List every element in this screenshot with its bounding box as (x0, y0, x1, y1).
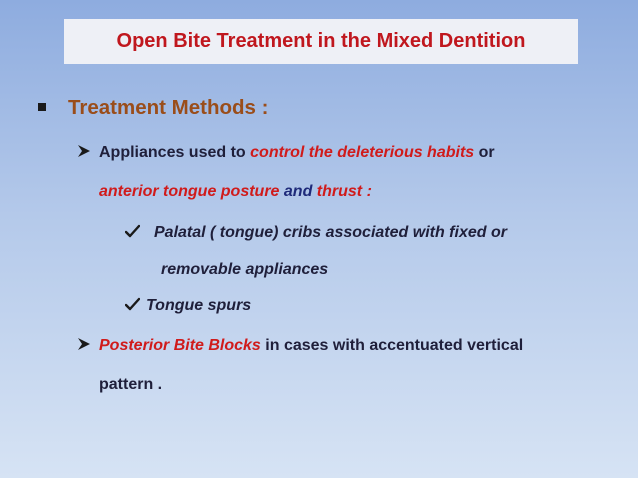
checkmark-icon (125, 224, 140, 238)
item2-line2 (99, 376, 162, 394)
subitem1-line2 (161, 261, 328, 279)
subitem2-text: Tongue spurs (146, 297, 252, 314)
heading-text: Treatment Methods : (68, 96, 269, 119)
item2-emph-blocks: Posterior Bite Blocks (99, 337, 261, 354)
item1-text-or: or (474, 144, 495, 161)
subitem1-text-cont: removable appliances (161, 261, 329, 278)
item1-emph-thrust: thrust : (316, 183, 372, 200)
subitem2-line (125, 297, 251, 315)
item1-emph-habits: control the deleterious habits (250, 144, 475, 161)
item2-text-cont: pattern . (99, 376, 163, 393)
item1-text-and: and (279, 183, 317, 200)
subitem1-text: Palatal ( tongue) cribs associated with fixed or (154, 224, 507, 241)
subitem1-line1 (125, 224, 507, 242)
heading-line (38, 96, 268, 120)
item1-text-a: Appliances used to (99, 144, 251, 161)
item1-line1 (77, 144, 495, 162)
checkmark-icon (125, 297, 140, 311)
slide-title: Open Bite Treatment in the Mixed Dentition (116, 30, 526, 52)
item2-line1 (77, 337, 523, 355)
item2-text: in cases with accentuated vertical (260, 337, 524, 354)
item1-line2 (99, 183, 372, 201)
title-box (64, 19, 578, 64)
square-bullet-icon (38, 103, 46, 111)
item1-emph-posture: anterior tongue posture (99, 183, 280, 200)
arrow-bullet-icon (77, 144, 91, 158)
arrow-bullet-icon (77, 337, 91, 351)
